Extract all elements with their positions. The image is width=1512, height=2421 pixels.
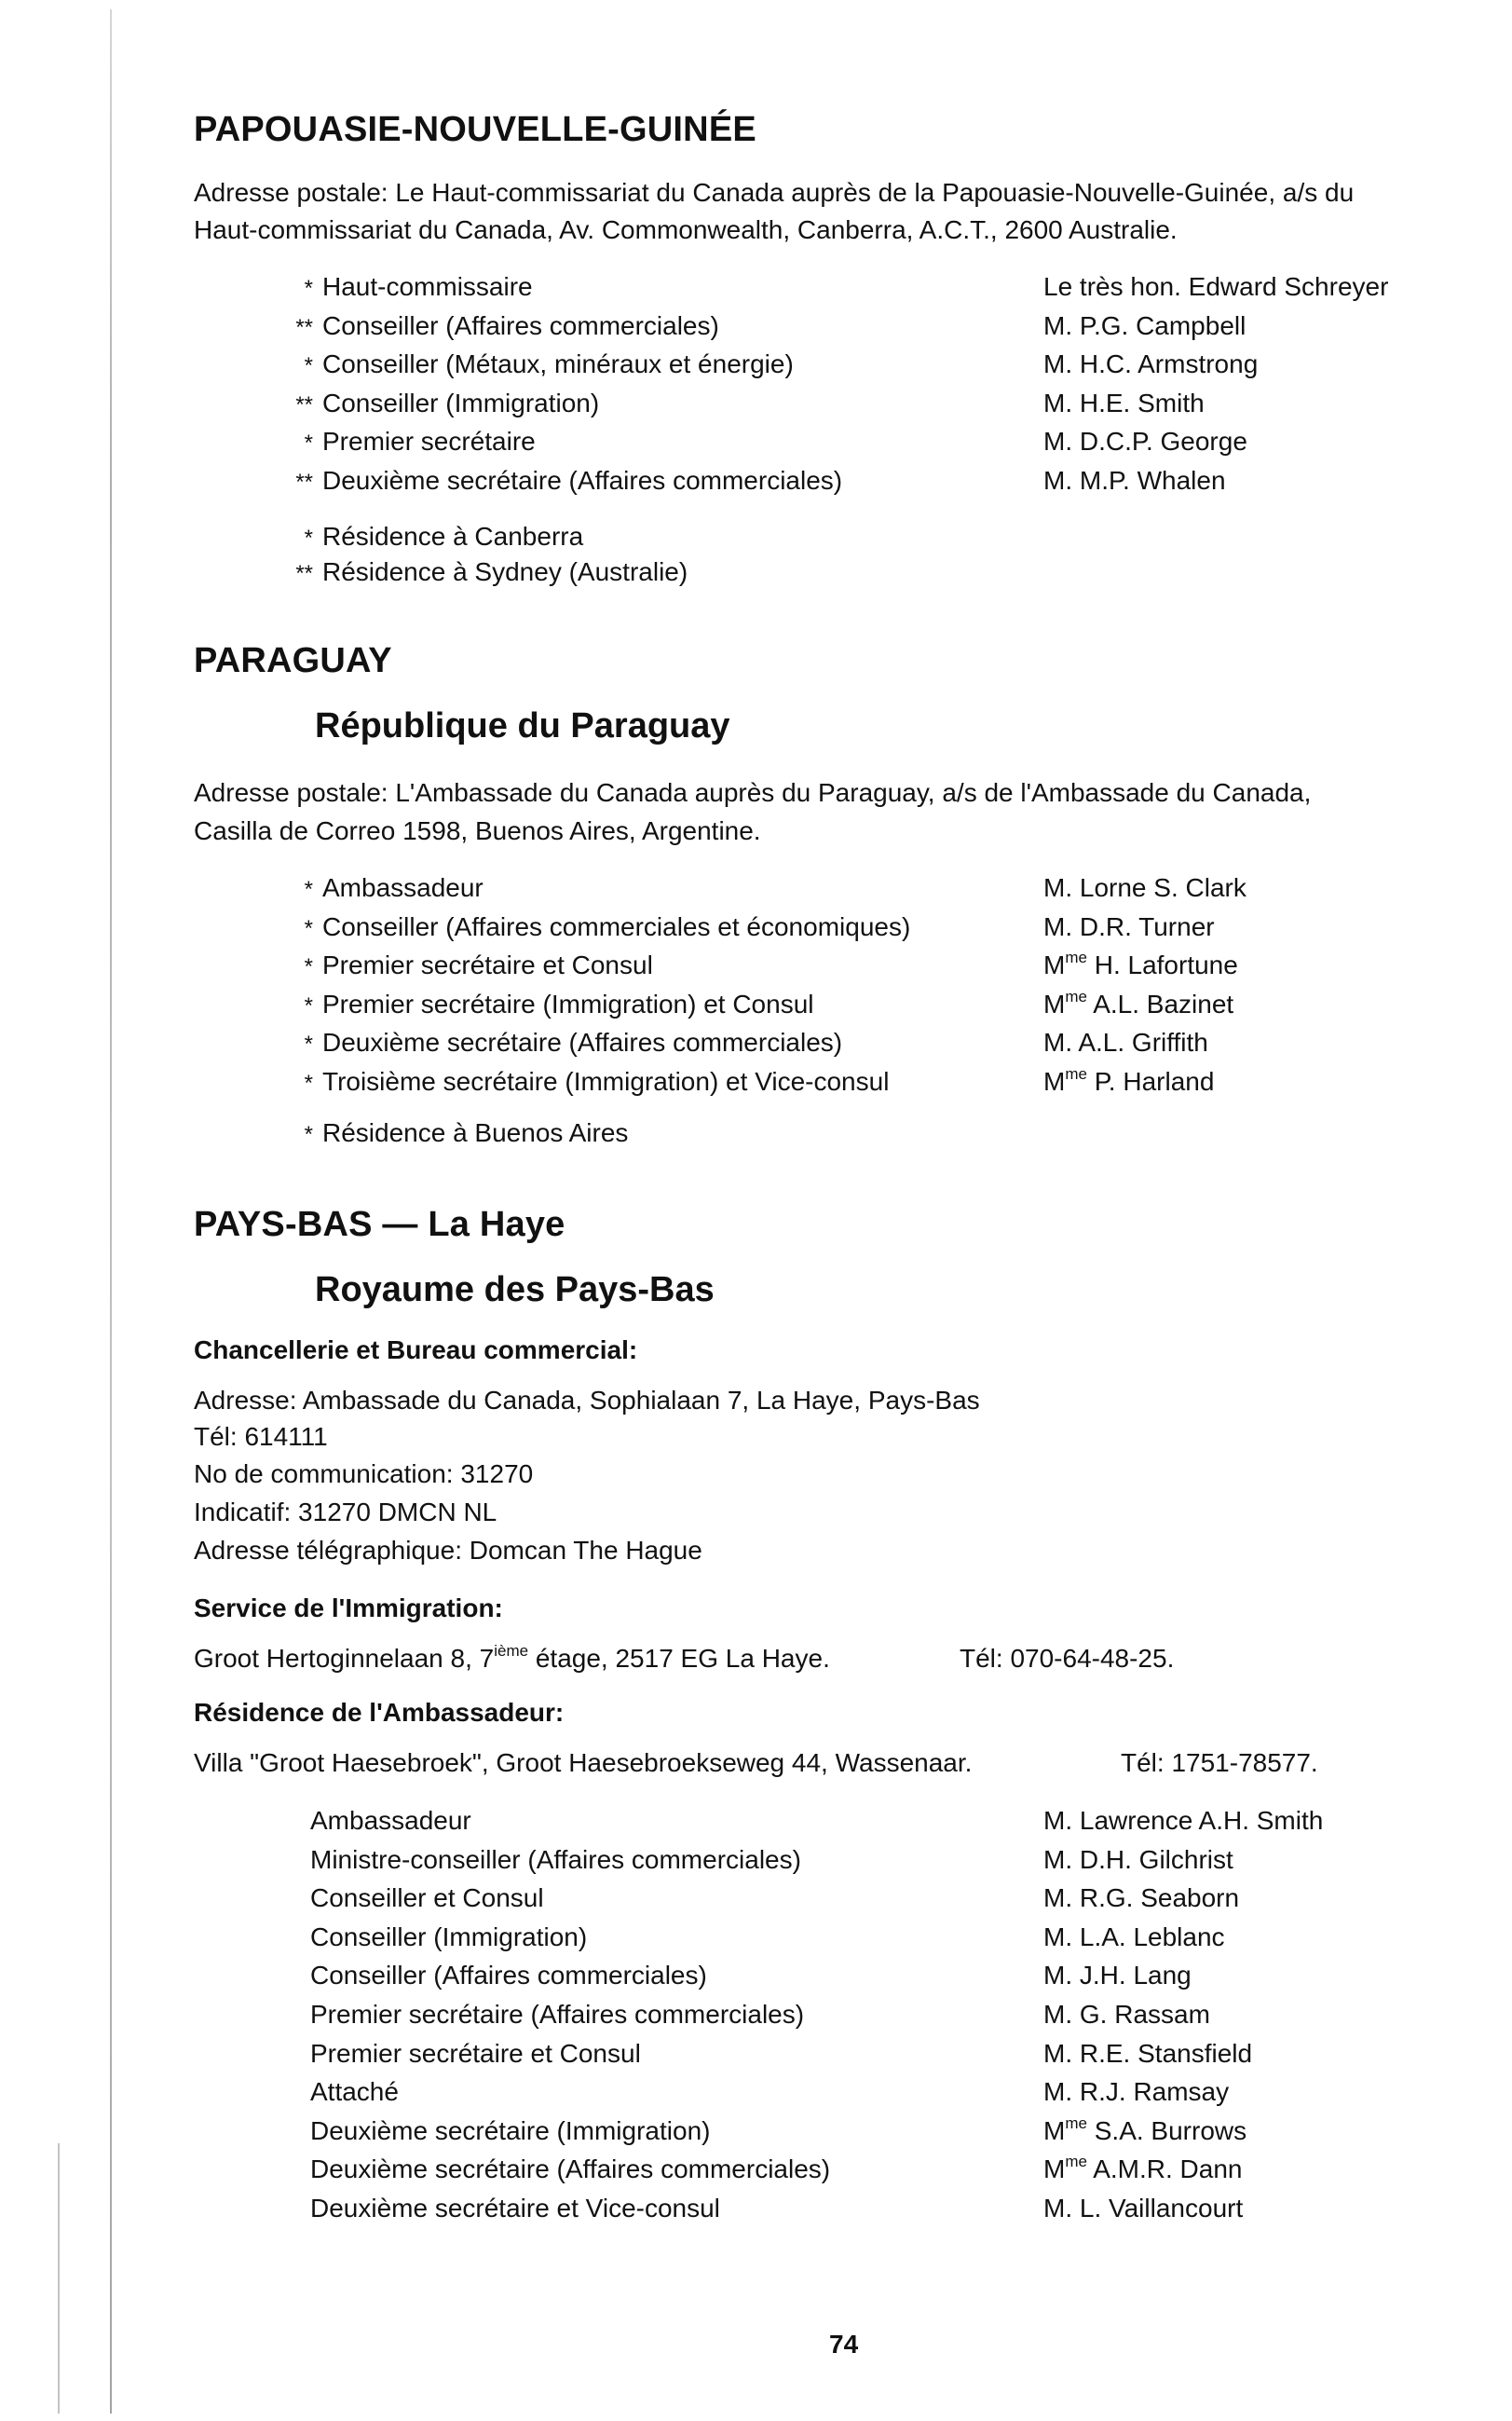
name-prefix: M <box>1043 2115 1066 2145</box>
name-rest: H. Lafortune <box>1086 951 1238 979</box>
immigration-address-sup: ième <box>494 1642 529 1660</box>
staff-role-text: Premier secrétaire (Immigration) et Consul <box>322 989 814 1019</box>
staff-mark: ** <box>295 314 313 340</box>
staff-name: M. H.C. Armstrong <box>1043 349 1259 378</box>
note-text: Résidence à Sydney (Australie) <box>322 557 688 586</box>
name-sup: me <box>1065 2153 1087 2171</box>
staff-role <box>270 951 653 980</box>
staff-name: M. G. Rassam <box>1043 2000 1210 2029</box>
staff-role-text: Conseiller (Affaires commerciales) <box>322 310 719 340</box>
staff-role <box>270 990 814 1019</box>
residence-address: Villa "Groot Haesebroek", Groot Haesebroekseweg 44, Wassenaar. <box>194 1748 973 1777</box>
note-mark: ** <box>295 561 313 586</box>
png-note <box>270 522 583 552</box>
staff-role <box>270 427 536 457</box>
name-sup: me <box>1065 949 1087 966</box>
staff-mark: ** <box>295 391 313 417</box>
staff-role-text: Premier secrétaire <box>322 427 536 456</box>
png-note <box>270 557 688 587</box>
staff-mark: * <box>304 431 313 456</box>
paraguay-address-line2: Casilla de Correo 1598, Buenos Aires, Argentine. <box>194 816 761 845</box>
staff-mark: * <box>304 877 313 902</box>
paysbas-line-communication: No de communication: 31270 <box>194 1459 534 1488</box>
staff-name: M. L. Vaillancourt <box>1043 2194 1244 2223</box>
staff-role: Attaché <box>310 2077 399 2107</box>
immigration-address <box>194 1640 830 1677</box>
staff-role-text: Deuxième secrétaire (Affaires commerciales) <box>322 1028 843 1057</box>
staff-name: M. R.J. Ramsay <box>1043 2077 1230 2107</box>
staff-role: Premier secrétaire et Consul <box>310 2038 641 2068</box>
section-title-paraguay: PARAGUAY <box>194 641 392 680</box>
staff-name: M. P.G. Campbell <box>1043 310 1246 340</box>
name-prefix: M <box>1043 2154 1066 2184</box>
staff-role: Premier secrétaire (Affaires commerciales) <box>310 2000 805 2029</box>
staff-role-text: Premier secrétaire et Consul <box>322 951 653 979</box>
staff-role-text: Deuxième secrétaire (Affaires commerciales) <box>322 465 843 495</box>
staff-role <box>270 389 599 418</box>
staff-role-text: Haut-commissaire <box>322 272 533 301</box>
paysbas-line-indicatif: Indicatif: 31270 DMCN NL <box>194 1498 497 1526</box>
staff-role <box>270 873 484 903</box>
name-rest: A.M.R. Dann <box>1086 2154 1243 2184</box>
residence-heading: Résidence de l'Ambassadeur: <box>194 1698 565 1727</box>
staff-name <box>1043 951 1238 980</box>
staff-name: M. L.A. Leblanc <box>1043 1922 1225 1951</box>
page-number: 74 <box>829 2330 859 2359</box>
paraguay-subtitle: République du Paraguay <box>315 706 730 745</box>
staff-role: Ambassadeur <box>310 1806 471 1835</box>
section-title-png: PAPOUASIE-NOUVELLE-GUINÉE <box>194 110 756 149</box>
name-sup: me <box>1065 987 1087 1005</box>
immigration-heading: Service de l'Immigration: <box>194 1593 503 1622</box>
staff-role <box>270 272 533 302</box>
staff-name <box>1043 987 1234 1019</box>
staff-mark: * <box>304 954 313 979</box>
staff-role-text: Troisième secrétaire (Immigration) et Vice-consul <box>322 1066 890 1096</box>
staff-name: M. D.C.P. George <box>1043 427 1247 456</box>
paysbas-line-telegraph: Adresse télégraphique: Domcan The Hague <box>194 1536 702 1565</box>
paraguay-address-line1: Adresse postale: L'Ambassade du Canada auprès du Paraguay, a/s de l'Ambassade du Canada, <box>194 778 1312 807</box>
name-prefix: M <box>1043 951 1066 979</box>
png-address-line1: Adresse postale: Le Haut-commissariat du Canada auprès de la Papouasie-Nouvelle-Guinée, a/s du <box>194 178 1355 207</box>
chancellerie-heading: Chancellerie et Bureau commercial: <box>194 1335 638 1364</box>
staff-role <box>270 466 842 496</box>
staff-role: Conseiller (Immigration) <box>310 1922 588 1951</box>
staff-name: M. J.H. Lang <box>1043 1961 1192 1990</box>
staff-name <box>1043 2113 1247 2146</box>
staff-name: M. Lawrence A.H. Smith <box>1043 1806 1324 1835</box>
immigration-tel: Tél: 070-64-48-25. <box>960 1644 1175 1673</box>
residence-tel: Tél: 1751-78577. <box>1121 1748 1318 1777</box>
staff-role-text: Conseiller (Affaires commerciales et économiques) <box>322 911 911 941</box>
staff-name: M. Lorne S. Clark <box>1043 873 1246 902</box>
staff-name: Le très hon. Edward Schreyer <box>1043 272 1389 301</box>
staff-name: M. D.R. Turner <box>1043 911 1215 941</box>
note-text: Résidence à Buenos Aires <box>322 1118 629 1147</box>
note-text: Résidence à Canberra <box>322 522 584 551</box>
staff-mark: * <box>304 276 313 301</box>
immigration-address-pre: Groot Hertoginnelaan 8, 7 <box>194 1644 495 1673</box>
staff-role: Conseiller et Consul <box>310 1883 544 1913</box>
staff-name <box>1043 1064 1215 1097</box>
staff-role <box>270 311 719 341</box>
staff-role <box>270 1028 842 1058</box>
staff-mark: * <box>304 353 313 378</box>
paysbas-line-tel: Tél: 614111 <box>194 1422 328 1451</box>
staff-name: M. M.P. Whalen <box>1043 465 1226 495</box>
staff-role <box>270 912 910 942</box>
paysbas-subtitle: Royaume des Pays-Bas <box>315 1270 715 1309</box>
staff-mark: * <box>304 992 313 1019</box>
png-address-line2: Haut-commissariat du Canada, Av. Commonwealth, Canberra, A.C.T., 2600 Australie. <box>194 215 1178 244</box>
staff-role: Ministre-conseiller (Affaires commerciales) <box>310 1844 801 1874</box>
staff-name <box>1043 2154 1242 2184</box>
paraguay-note <box>270 1118 628 1148</box>
name-prefix: M <box>1043 1066 1066 1096</box>
staff-role: Deuxième secrétaire (Immigration) <box>310 2115 711 2145</box>
staff-role-text: Ambassadeur <box>322 873 484 902</box>
paysbas-line-address: Adresse: Ambassade du Canada, Sophialaan 7, La Haye, Pays-Bas <box>194 1386 980 1415</box>
note-mark: * <box>304 1122 313 1147</box>
staff-role <box>270 349 794 379</box>
name-rest: A.L. Bazinet <box>1086 989 1234 1019</box>
staff-mark: * <box>304 1070 313 1096</box>
note-mark: * <box>304 526 313 551</box>
staff-name: M. H.E. Smith <box>1043 388 1205 417</box>
staff-name: M. R.E. Stansfield <box>1043 2038 1253 2068</box>
immigration-address-post: étage, 2517 EG La Haye. <box>528 1644 830 1673</box>
staff-mark: * <box>304 915 313 941</box>
staff-name: M. D.H. Gilchrist <box>1043 1844 1233 1874</box>
staff-role-text: Conseiller (Immigration) <box>322 388 600 417</box>
staff-role-text: Conseiller (Métaux, minéraux et énergie) <box>322 349 794 378</box>
staff-role: Deuxième secrétaire et Vice-consul <box>310 2194 720 2223</box>
staff-name: M. A.L. Griffith <box>1043 1028 1208 1057</box>
section-title-paysbas: PAYS-BAS — La Haye <box>194 1205 565 1244</box>
staff-role: Conseiller (Affaires commerciales) <box>310 1961 707 1990</box>
staff-role <box>270 1067 889 1097</box>
staff-mark: * <box>304 1032 313 1057</box>
name-rest: S.A. Burrows <box>1086 2115 1247 2145</box>
staff-name: M. R.G. Seaborn <box>1043 1883 1240 1913</box>
name-prefix: M <box>1043 989 1066 1019</box>
name-sup: me <box>1065 2113 1087 2132</box>
staff-mark: ** <box>295 469 313 495</box>
staff-role: Deuxième secrétaire (Affaires commerciales) <box>310 2154 831 2184</box>
name-rest: P. Harland <box>1086 1066 1215 1096</box>
name-sup: me <box>1065 1064 1087 1083</box>
